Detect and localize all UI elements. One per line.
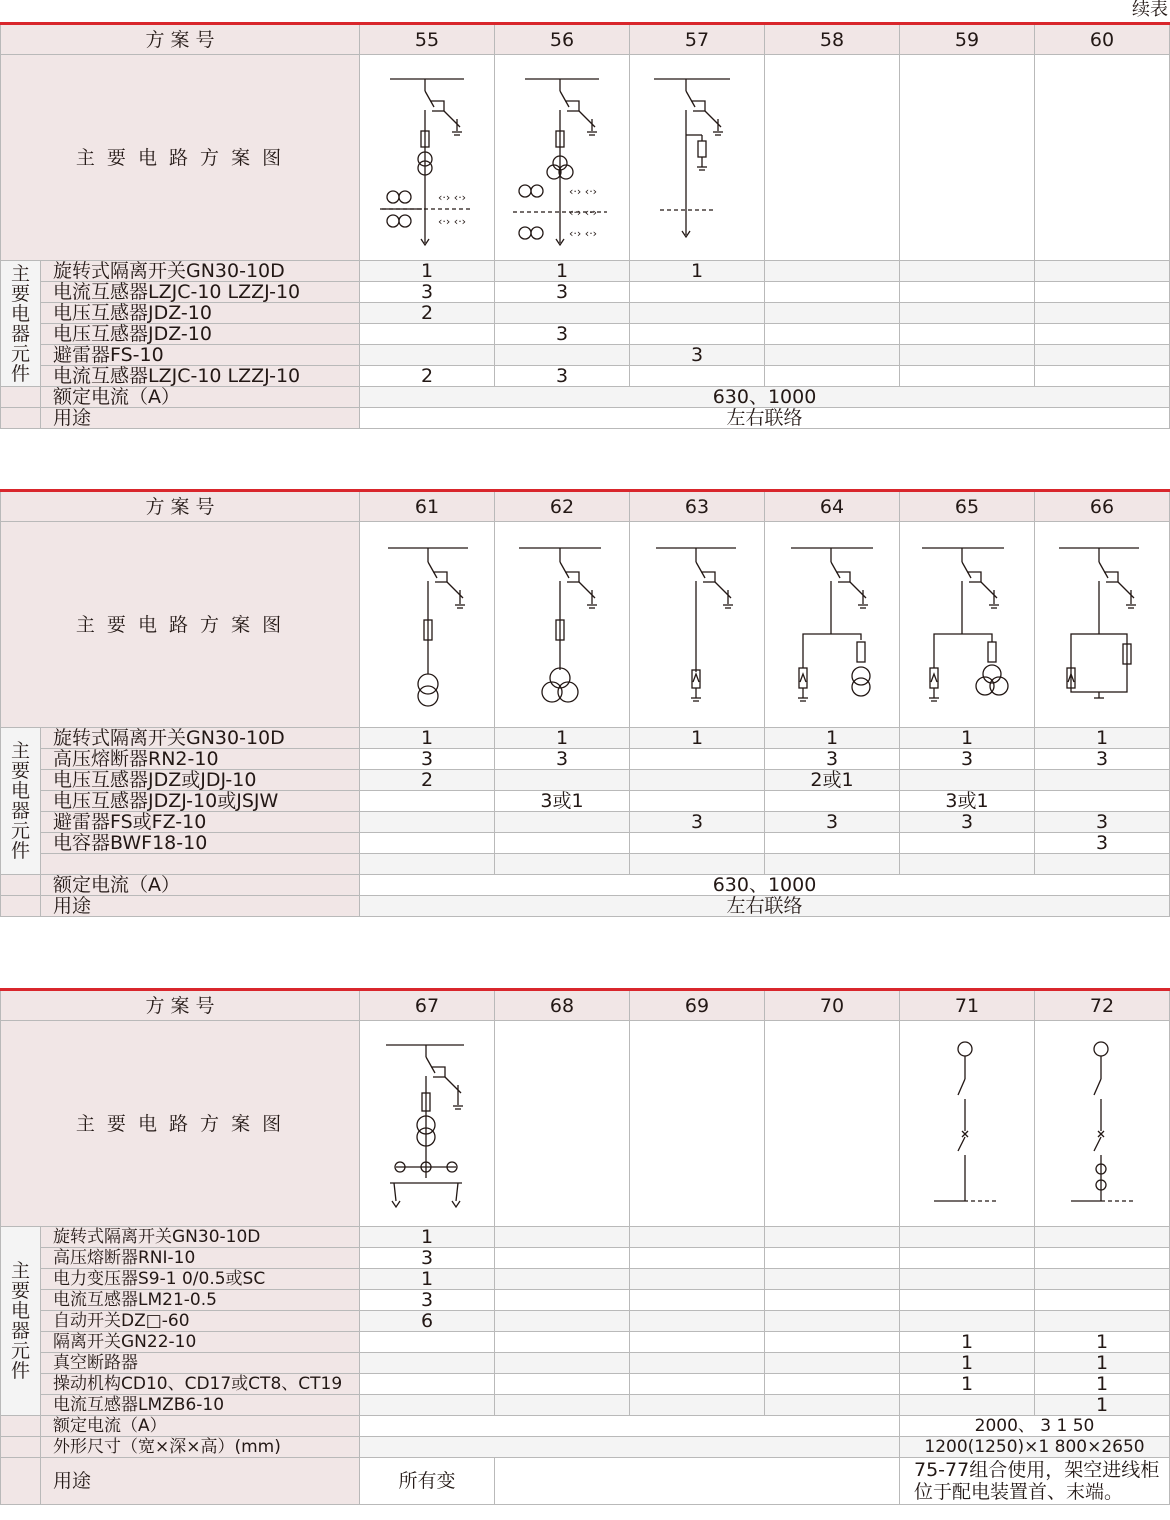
continued-label: 续表 <box>1132 0 1168 20</box>
circuit-diagram-icon <box>1035 522 1170 727</box>
empty-cell <box>495 1458 900 1505</box>
component-qty <box>765 324 900 345</box>
scheme-table-2 <box>0 489 1170 917</box>
component-qty <box>765 303 900 324</box>
component-row <box>1 1269 1170 1290</box>
component-qty <box>495 1269 630 1290</box>
component-qty: 2或1 <box>765 770 900 791</box>
component-qty <box>765 854 900 875</box>
component-qty <box>765 833 900 854</box>
component-qty: 1 <box>900 1332 1035 1353</box>
component-qty <box>900 345 1035 366</box>
component-qty <box>900 1290 1035 1311</box>
scheme-table-3 <box>0 988 1170 1505</box>
component-qty: 3或1 <box>900 791 1035 812</box>
component-qty <box>765 1269 900 1290</box>
component-qty <box>360 854 495 875</box>
circuit-diagram-68 <box>495 1021 630 1227</box>
svg-text:‹·› ‹·›: ‹·› ‹·› <box>438 191 467 204</box>
component-qty <box>900 1395 1035 1416</box>
scheme-number: 72 <box>1035 990 1170 1021</box>
component-row <box>1 1332 1170 1353</box>
component-qty: 1 <box>495 261 630 282</box>
rated-current-row <box>1 387 1170 408</box>
usage-label: 用途 <box>41 408 360 429</box>
component-qty: 1 <box>495 728 630 749</box>
scheme-no-label: 方 案 号 <box>1 24 360 55</box>
spacer-cell <box>1 387 41 408</box>
component-qty <box>495 1332 630 1353</box>
component-qty <box>1035 791 1170 812</box>
circuit-diagram-row <box>1 1021 1170 1227</box>
component-qty <box>360 1332 495 1353</box>
component-qty <box>765 1290 900 1311</box>
circuit-diagram-70 <box>765 1021 900 1227</box>
component-qty: 3 <box>495 282 630 303</box>
component-qty <box>630 1353 765 1374</box>
empty-cell <box>360 1437 900 1458</box>
scheme-no-label: 方 案 号 <box>1 491 360 522</box>
component-qty: 1 <box>360 1227 495 1248</box>
scheme-number: 63 <box>630 491 765 522</box>
component-qty <box>360 345 495 366</box>
component-qty <box>1035 854 1170 875</box>
component-qty: 3 <box>630 345 765 366</box>
component-qty <box>630 833 765 854</box>
component-qty <box>765 1374 900 1395</box>
component-qty: 1 <box>1035 1332 1170 1353</box>
component-qty: 3 <box>765 749 900 770</box>
circuit-diagram-61 <box>360 522 495 728</box>
component-qty: 3 <box>495 749 630 770</box>
component-qty <box>360 1374 495 1395</box>
component-row <box>1 1353 1170 1374</box>
circuit-diagram-icon <box>900 522 1035 727</box>
component-qty <box>1035 1290 1170 1311</box>
component-qty: 6 <box>360 1311 495 1332</box>
component-name: 电流互感器LZJC-10 LZZJ-10 <box>41 366 360 387</box>
component-qty <box>900 366 1035 387</box>
scheme-number: 68 <box>495 990 630 1021</box>
component-qty <box>1035 1269 1170 1290</box>
component-qty <box>1035 770 1170 791</box>
component-qty <box>1035 261 1170 282</box>
component-row <box>1 812 1170 833</box>
component-row <box>1 1227 1170 1248</box>
circuit-diagram-icon <box>900 1021 1035 1226</box>
svg-text:‹·› ‹·›: ‹·› ‹·› <box>438 215 467 228</box>
rated-current-label: 额定电流（A） <box>41 875 360 896</box>
component-qty: 1 <box>1035 728 1170 749</box>
component-qty <box>630 366 765 387</box>
component-name <box>41 854 360 875</box>
circuit-diagram-icon <box>360 55 495 260</box>
circuit-diagram-64 <box>765 522 900 728</box>
circuit-diagram-icon <box>630 522 765 727</box>
component-qty <box>1035 282 1170 303</box>
component-row <box>1 303 1170 324</box>
component-qty <box>900 854 1035 875</box>
component-qty <box>765 1353 900 1374</box>
scheme-header-row <box>1 491 1170 522</box>
scheme-number: 70 <box>765 990 900 1021</box>
component-qty <box>495 345 630 366</box>
spacer-cell <box>1 1416 41 1437</box>
component-qty: 1 <box>360 728 495 749</box>
component-row <box>1 1248 1170 1269</box>
component-qty: 2 <box>360 770 495 791</box>
component-qty <box>630 749 765 770</box>
component-name: 电压互感器JDZ或JDJ-10 <box>41 770 360 791</box>
scheme-table-1 <box>0 22 1170 429</box>
component-qty: 3 <box>360 282 495 303</box>
component-qty <box>360 833 495 854</box>
component-row <box>1 1290 1170 1311</box>
usage-label: 用途 <box>41 896 360 917</box>
circuit-diagram-63 <box>630 522 765 728</box>
component-qty <box>495 1353 630 1374</box>
component-qty <box>495 303 630 324</box>
empty-cell <box>360 1416 900 1437</box>
circuit-diagram-icon <box>1035 1021 1170 1226</box>
component-qty <box>765 1311 900 1332</box>
circuit-diagram-icon <box>360 1021 495 1226</box>
component-name: 避雷器FS-10 <box>41 345 360 366</box>
circuit-diagram-58 <box>765 55 900 261</box>
component-row <box>1 791 1170 812</box>
component-qty <box>630 1374 765 1395</box>
usage-value: 左右联络 <box>360 408 1170 429</box>
usage-value: 75-77组合使用，架空进线柜位于配电装置首、末端。 <box>900 1458 1170 1505</box>
rated-current-row <box>1 1416 1170 1437</box>
component-name: 电压互感器JDZ-10 <box>41 324 360 345</box>
component-name: 避雷器FS或FZ-10 <box>41 812 360 833</box>
component-row <box>1 770 1170 791</box>
component-qty <box>495 1311 630 1332</box>
component-qty: 1 <box>900 1374 1035 1395</box>
component-qty: 3 <box>1035 833 1170 854</box>
component-qty <box>495 833 630 854</box>
component-qty <box>630 1248 765 1269</box>
component-row <box>1 749 1170 770</box>
component-qty <box>630 1311 765 1332</box>
component-qty <box>900 1311 1035 1332</box>
component-row <box>1 833 1170 854</box>
scheme-number: 58 <box>765 24 900 55</box>
usage-row <box>1 408 1170 429</box>
component-name: 高压熔断器RN2-10 <box>41 749 360 770</box>
component-qty <box>1035 345 1170 366</box>
rated-current-label: 额定电流（A） <box>41 387 360 408</box>
scheme-number: 71 <box>900 990 1035 1021</box>
component-qty: 3 <box>495 324 630 345</box>
circuit-diagram-62 <box>495 522 630 728</box>
component-qty: 3 <box>765 812 900 833</box>
circuit-diagram-row <box>1 522 1170 728</box>
component-qty: 3 <box>900 812 1035 833</box>
scheme-number: 59 <box>900 24 1035 55</box>
component-qty <box>630 303 765 324</box>
component-qty: 3 <box>900 749 1035 770</box>
scheme-number: 67 <box>360 990 495 1021</box>
spacer-cell <box>1 408 41 429</box>
dimensions-row <box>1 1437 1170 1458</box>
scheme-number: 66 <box>1035 491 1170 522</box>
component-qty <box>630 324 765 345</box>
component-name: 真空断路器 <box>41 1353 360 1374</box>
component-qty <box>630 1269 765 1290</box>
scheme-number: 55 <box>360 24 495 55</box>
svg-text:‹·› ‹·›: ‹·› ‹·› <box>569 185 598 198</box>
component-qty <box>1035 324 1170 345</box>
scheme-number: 57 <box>630 24 765 55</box>
component-qty <box>360 324 495 345</box>
circuit-diagram-56 <box>495 55 630 261</box>
circuit-diagram-59 <box>900 55 1035 261</box>
component-qty <box>630 791 765 812</box>
scheme-number: 69 <box>630 990 765 1021</box>
component-name: 旋转式隔离开关GN30-10D <box>41 728 360 749</box>
component-qty <box>765 1395 900 1416</box>
component-row <box>1 1311 1170 1332</box>
circuit-diagram-row <box>1 55 1170 261</box>
component-name: 自动开关DZ□-60 <box>41 1311 360 1332</box>
component-qty <box>765 345 900 366</box>
component-qty <box>495 1374 630 1395</box>
scheme-number: 56 <box>495 24 630 55</box>
rated-current-row <box>1 875 1170 896</box>
component-qty <box>900 1248 1035 1269</box>
component-name: 电压互感器JDZ-10 <box>41 303 360 324</box>
component-qty: 1 <box>765 728 900 749</box>
dimensions-label: 外形尺寸（宽×深×高）(mm) <box>41 1437 360 1458</box>
component-qty: 1 <box>900 1353 1035 1374</box>
circuit-diagram-65 <box>900 522 1035 728</box>
component-qty: 1 <box>360 1269 495 1290</box>
rated-current-value: 2000、 3 1 50 <box>900 1416 1170 1437</box>
usage-label: 用途 <box>41 1458 360 1505</box>
rated-current-value: 630、1000 <box>360 875 1170 896</box>
component-qty <box>360 1395 495 1416</box>
component-qty <box>495 1395 630 1416</box>
scheme-number: 61 <box>360 491 495 522</box>
component-qty <box>1035 1248 1170 1269</box>
component-qty <box>630 282 765 303</box>
components-group-label: 主 要 电 器 元 件 <box>1 261 41 387</box>
scheme-number: 65 <box>900 491 1035 522</box>
component-qty <box>900 303 1035 324</box>
usage-row <box>1 896 1170 917</box>
scheme-number: 60 <box>1035 24 1170 55</box>
component-qty: 1 <box>1035 1374 1170 1395</box>
component-qty: 1 <box>630 261 765 282</box>
component-qty <box>495 812 630 833</box>
component-name: 旋转式隔离开关GN30-10D <box>41 261 360 282</box>
component-qty <box>900 770 1035 791</box>
circuit-diagram-57 <box>630 55 765 261</box>
rated-current-label: 额定电流（A） <box>41 1416 360 1437</box>
usage-value: 所有变 <box>360 1458 495 1505</box>
component-qty <box>495 1227 630 1248</box>
component-qty: 1 <box>900 728 1035 749</box>
spacer-cell <box>1 896 41 917</box>
component-row <box>1 366 1170 387</box>
component-row <box>1 1374 1170 1395</box>
scheme-number: 64 <box>765 491 900 522</box>
component-qty <box>360 812 495 833</box>
component-row <box>1 728 1170 749</box>
scheme-header-row <box>1 24 1170 55</box>
circuit-diagram-55 <box>360 55 495 261</box>
scheme-header-row <box>1 990 1170 1021</box>
component-qty <box>900 282 1035 303</box>
component-qty <box>630 1332 765 1353</box>
component-qty <box>765 261 900 282</box>
components-group-label: 主 要 电 器 元 件 <box>1 728 41 875</box>
component-qty: 1 <box>1035 1395 1170 1416</box>
component-name: 隔离开关GN22-10 <box>41 1332 360 1353</box>
scheme-no-label: 方 案 号 <box>1 990 360 1021</box>
component-row <box>1 261 1170 282</box>
component-row <box>1 324 1170 345</box>
component-name: 电容器BWF18-10 <box>41 833 360 854</box>
component-name: 电流互感器LMZB6-10 <box>41 1395 360 1416</box>
circuit-diagram-icon <box>630 55 765 260</box>
circuit-diagram-icon <box>360 522 495 727</box>
component-qty <box>1035 366 1170 387</box>
component-qty <box>630 854 765 875</box>
component-qty <box>360 791 495 812</box>
dimensions-value: 1200(1250)×1 800×2650 <box>900 1437 1170 1458</box>
component-qty: 3 <box>1035 749 1170 770</box>
spacer-cell <box>1 875 41 896</box>
circuit-diagram-71 <box>900 1021 1035 1227</box>
svg-text:‹·› ‹·›: ‹·› ‹·› <box>569 227 598 240</box>
component-name: 高压熔断器RNI-10 <box>41 1248 360 1269</box>
component-qty <box>900 833 1035 854</box>
component-qty <box>765 366 900 387</box>
component-qty <box>630 770 765 791</box>
circuit-diagram-icon <box>765 522 900 727</box>
diagram-label: 主 要 电 路 方 案 图 <box>1 522 360 728</box>
component-qty: 1 <box>360 261 495 282</box>
circuit-diagram-72 <box>1035 1021 1170 1227</box>
component-qty: 2 <box>360 366 495 387</box>
component-qty <box>765 1248 900 1269</box>
component-qty <box>765 791 900 812</box>
component-qty <box>765 282 900 303</box>
circuit-diagram-69 <box>630 1021 765 1227</box>
component-qty: 2 <box>360 303 495 324</box>
component-name: 电压互感器JDZJ-10或JSJW <box>41 791 360 812</box>
component-qty <box>630 1227 765 1248</box>
component-qty <box>495 1290 630 1311</box>
usage-row <box>1 1458 1170 1505</box>
component-qty <box>765 1332 900 1353</box>
component-qty <box>900 1269 1035 1290</box>
usage-value: 左右联络 <box>360 896 1170 917</box>
component-row <box>1 1395 1170 1416</box>
component-qty <box>630 1395 765 1416</box>
component-qty: 3 <box>630 812 765 833</box>
component-row <box>1 282 1170 303</box>
component-qty <box>1035 1311 1170 1332</box>
component-qty <box>900 324 1035 345</box>
components-group-label: 主 要 电 器 元 件 <box>1 1227 41 1416</box>
component-qty: 3 <box>495 366 630 387</box>
component-name: 旋转式隔离开关GN30-10D <box>41 1227 360 1248</box>
component-row <box>1 854 1170 875</box>
component-name: 电流互感器LM21-0.5 <box>41 1290 360 1311</box>
component-qty: 3 <box>360 1290 495 1311</box>
spacer-cell <box>1 1458 41 1505</box>
component-qty <box>900 261 1035 282</box>
component-qty <box>630 1290 765 1311</box>
component-qty <box>1035 303 1170 324</box>
circuit-diagram-60 <box>1035 55 1170 261</box>
component-name: 操动机构CD10、CD17或CT8、CT19 <box>41 1374 360 1395</box>
component-name: 电力变压器S9-1 0/0.5或SC <box>41 1269 360 1290</box>
component-qty: 3 <box>1035 812 1170 833</box>
rated-current-value: 630、1000 <box>360 387 1170 408</box>
circuit-diagram-66 <box>1035 522 1170 728</box>
component-qty <box>1035 1227 1170 1248</box>
component-qty: 3 <box>360 1248 495 1269</box>
circuit-diagram-67 <box>360 1021 495 1227</box>
circuit-diagram-icon <box>495 522 630 727</box>
diagram-label: 主 要 电 路 方 案 图 <box>1 1021 360 1227</box>
component-qty <box>495 1248 630 1269</box>
component-qty: 1 <box>630 728 765 749</box>
component-qty: 3 <box>360 749 495 770</box>
component-qty: 1 <box>1035 1353 1170 1374</box>
diagram-label: 主 要 电 路 方 案 图 <box>1 55 360 261</box>
component-qty: 3或1 <box>495 791 630 812</box>
component-qty <box>495 854 630 875</box>
component-qty <box>360 1353 495 1374</box>
scheme-number: 62 <box>495 491 630 522</box>
spacer-cell <box>1 1437 41 1458</box>
component-row <box>1 345 1170 366</box>
component-name: 电流互感器LZJC-10 LZZJ-10 <box>41 282 360 303</box>
component-qty <box>900 1227 1035 1248</box>
component-qty <box>765 1227 900 1248</box>
svg-text:‹·› ‹·›: ‹·› ‹·› <box>569 206 598 219</box>
component-qty <box>495 770 630 791</box>
circuit-diagram-icon <box>495 55 630 260</box>
